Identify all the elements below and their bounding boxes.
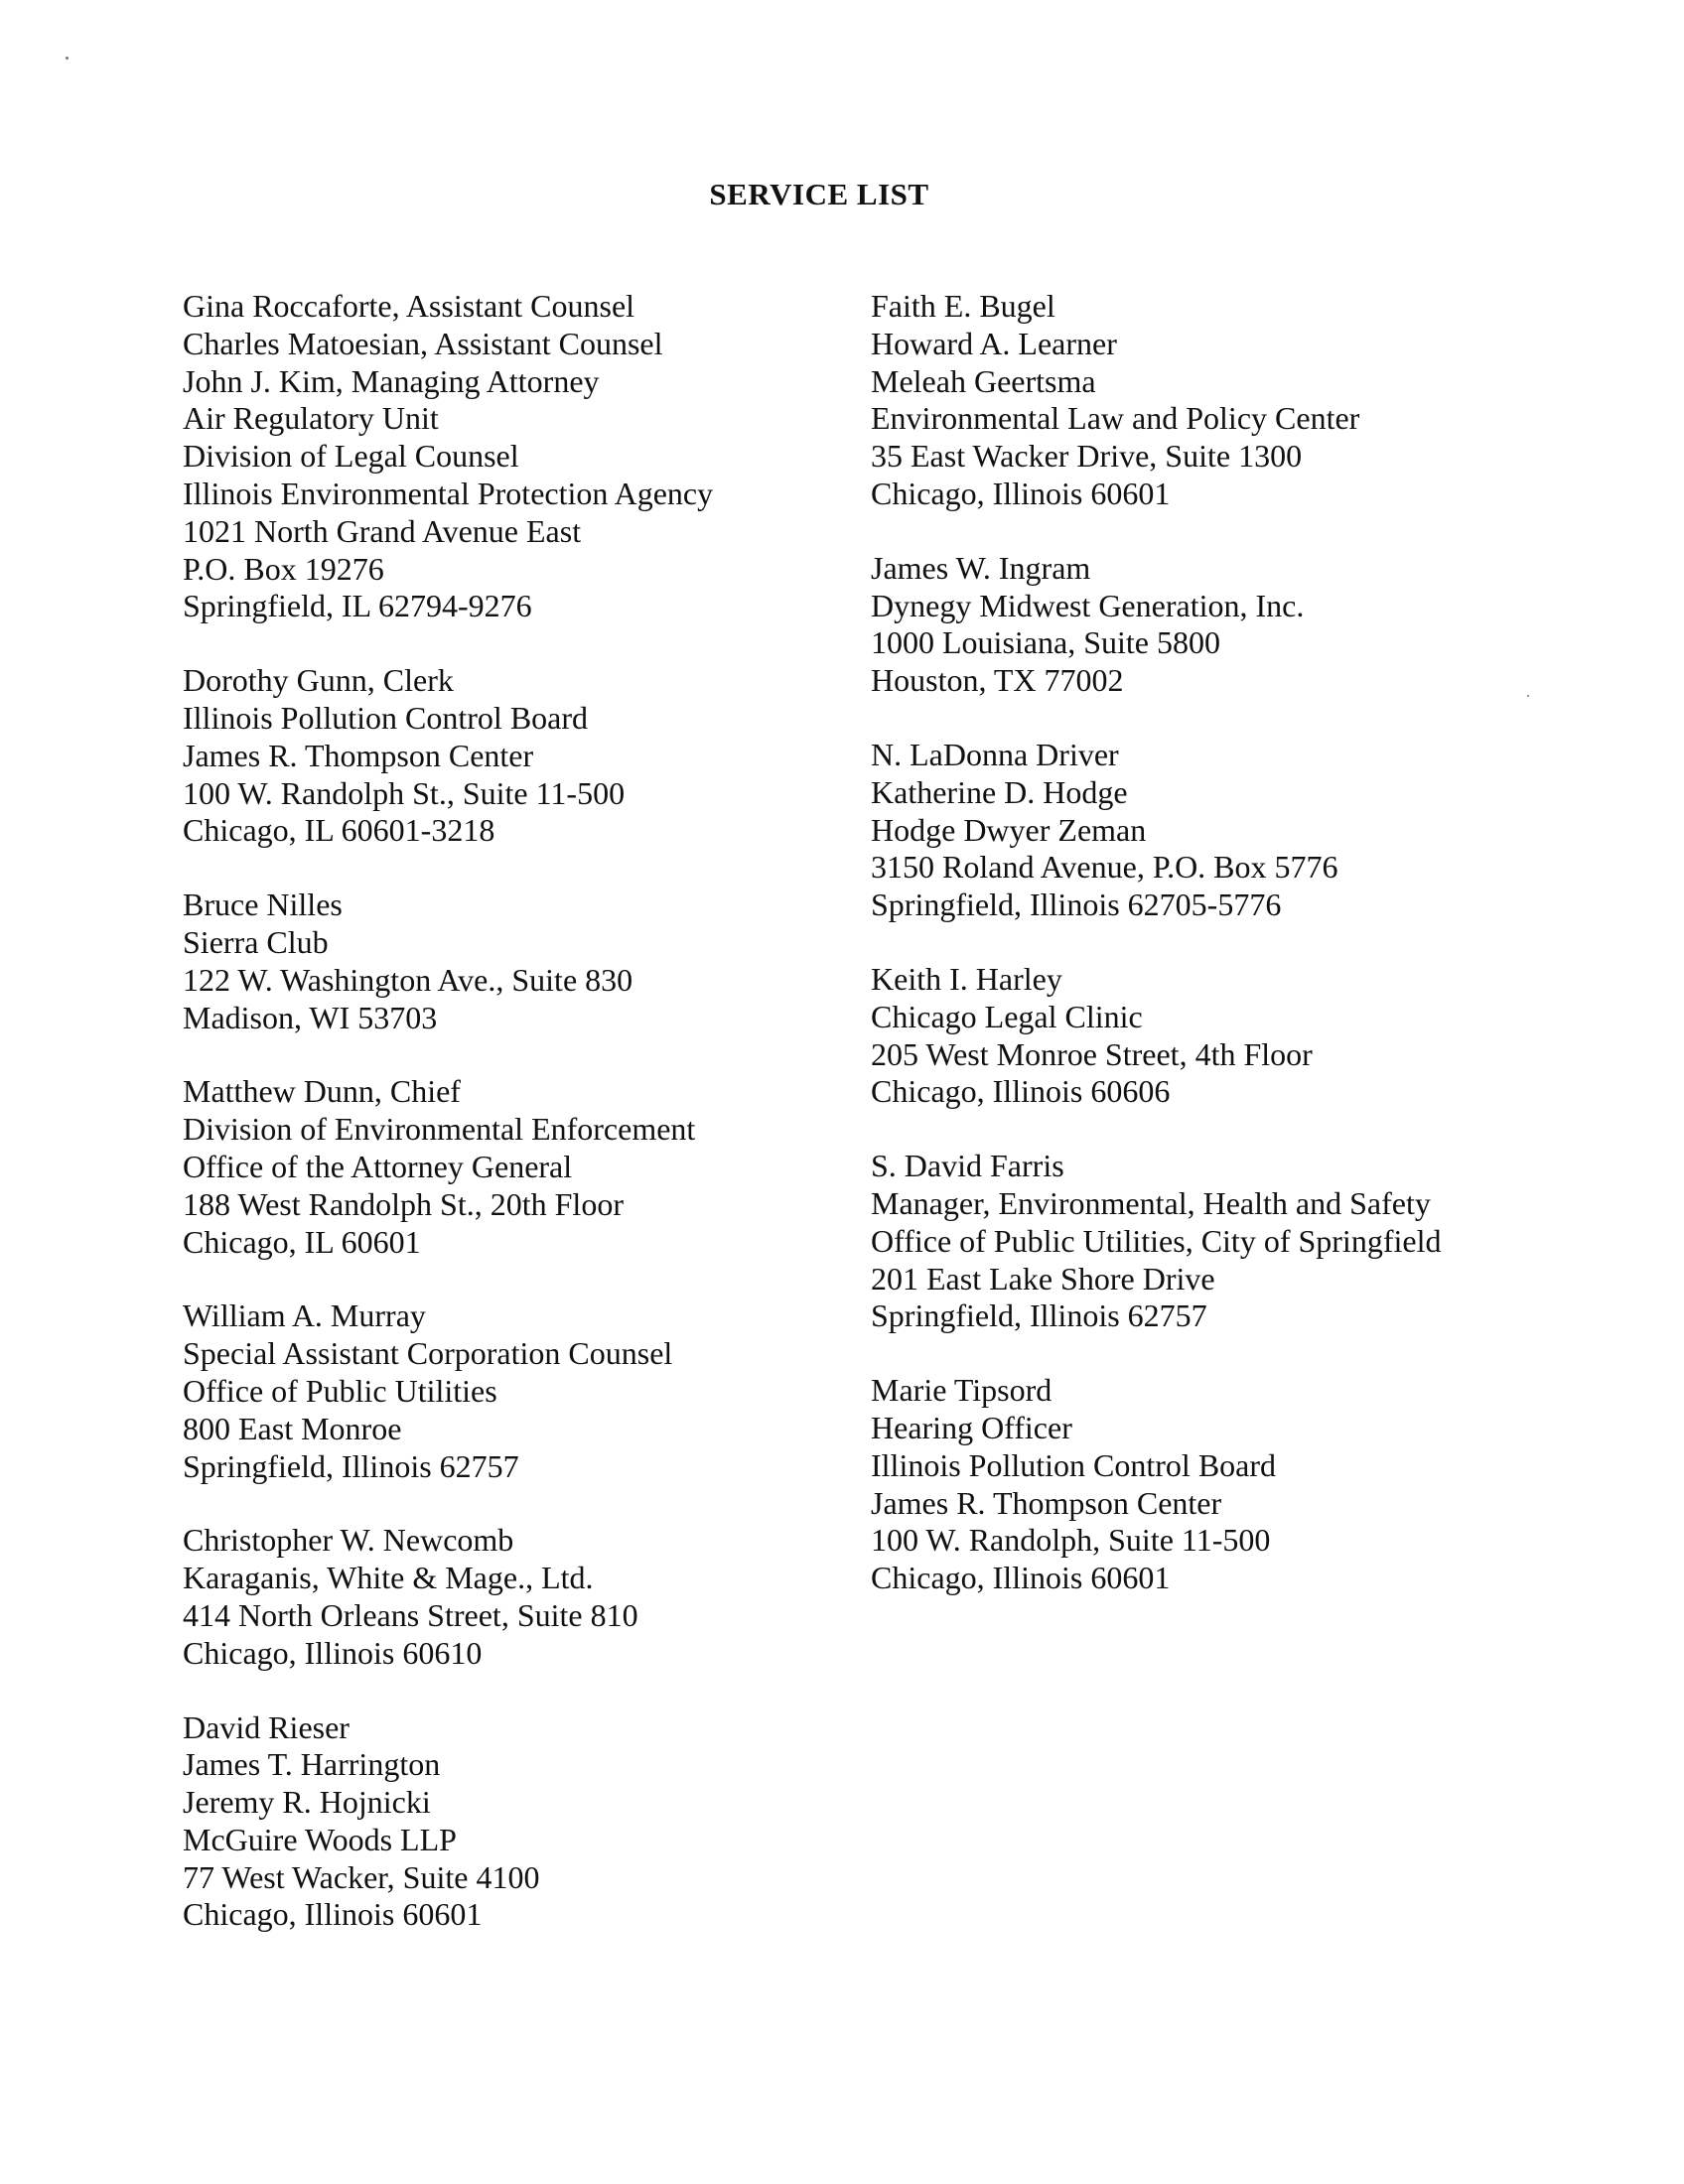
contact-line: Gina Roccaforte, Assistant Counsel	[183, 288, 635, 324]
contact-line: Springfield, Illinois 62757	[871, 1297, 1207, 1334]
contact-line: Keith I. Harley	[871, 960, 1062, 997]
contact-line: Chicago, Illinois 60601	[871, 475, 1171, 511]
contact-line: Manager, Environmental, Health and Safety	[871, 1184, 1431, 1221]
contact-block	[183, 662, 937, 850]
contact-line: 35 East Wacker Drive, Suite 1300	[871, 438, 1303, 475]
contact-line: Hodge Dwyer Zeman	[871, 811, 1147, 848]
contact-line: 122 W. Washington Ave., Suite 830	[183, 961, 633, 998]
contact-line: Karaganis, White & Mage., Ltd.	[183, 1560, 594, 1596]
contact-block	[183, 1709, 937, 1935]
contact-line: James T. Harrington	[183, 1746, 441, 1783]
contact-line: Division of Legal Counsel	[183, 438, 519, 475]
contact-block	[183, 1522, 937, 1672]
contact-line: Illinois Pollution Control Board	[871, 1446, 1277, 1483]
contact-line: John J. Kim, Managing Attorney	[183, 362, 600, 399]
contact-line: Howard A. Learner	[871, 325, 1117, 361]
contact-line: Chicago, IL 60601	[183, 1223, 421, 1260]
contact-line: 800 East Monroe	[183, 1410, 402, 1446]
contact-line: Air Regulatory Unit	[183, 400, 439, 437]
contact-line: Bruce Nilles	[183, 887, 343, 923]
contact-line: Houston, TX 77002	[871, 662, 1124, 699]
contact-block	[183, 1297, 937, 1485]
contact-block	[871, 550, 1625, 700]
contact-block	[183, 887, 937, 1036]
contact-line: Chicago, Illinois 60601	[183, 1896, 483, 1933]
contact-line: Special Assistant Corporation Counsel	[183, 1335, 673, 1372]
contact-line: Meleah Geertsma	[871, 362, 1096, 399]
contact-line: William A. Murray	[183, 1297, 426, 1334]
contact-line: Chicago, Illinois 60606	[871, 1073, 1171, 1110]
contact-block	[871, 961, 1625, 1111]
contact-line: James R. Thompson Center	[871, 1484, 1222, 1521]
contact-line: Hearing Officer	[871, 1409, 1072, 1445]
contact-line: N. LaDonna Driver	[871, 736, 1119, 772]
contact-block	[871, 737, 1625, 924]
contact-block	[871, 288, 1625, 513]
contact-line: Office of Public Utilities, City of Springfield	[871, 1222, 1442, 1259]
contact-block	[183, 288, 937, 625]
contact-line: 205 West Monroe Street, 4th Floor	[871, 1035, 1313, 1072]
contact-line: Illinois Pollution Control Board	[183, 699, 589, 736]
contact-line: Environmental Law and Policy Center	[871, 400, 1360, 437]
contact-line: Dynegy Midwest Generation, Inc.	[871, 587, 1305, 623]
contact-line: 414 North Orleans Street, Suite 810	[183, 1596, 638, 1633]
contact-line: McGuire Woods LLP	[183, 1821, 457, 1857]
contact-line: Christopher W. Newcomb	[183, 1522, 514, 1559]
contact-line: Faith E. Bugel	[871, 288, 1055, 324]
service-list-right-column	[871, 288, 1625, 1634]
service-list-left-column	[183, 288, 937, 1971]
contact-line: Sierra Club	[183, 923, 329, 960]
contact-line: Chicago, Illinois 60610	[183, 1634, 483, 1671]
contact-line: Dorothy Gunn, Clerk	[183, 662, 454, 699]
contact-line: 100 W. Randolph, Suite 11-500	[871, 1522, 1271, 1559]
contact-line: 100 W. Randolph St., Suite 11-500	[183, 774, 626, 811]
contact-line: 188 West Randolph St., 20th Floor	[183, 1185, 624, 1222]
contact-line: David Rieser	[183, 1708, 350, 1745]
contact-line: Division of Environmental Enforcement	[183, 1111, 696, 1148]
contact-line: Jeremy R. Hojnicki	[183, 1784, 431, 1821]
contact-line: Madison, WI 53703	[183, 999, 438, 1035]
contact-line: Illinois Environmental Protection Agency	[183, 475, 714, 511]
contact-line: Marie Tipsord	[871, 1372, 1052, 1409]
contact-block	[871, 1148, 1625, 1335]
contact-line: Matthew Dunn, Chief	[183, 1073, 461, 1110]
contact-block	[183, 1073, 937, 1261]
contact-line: Springfield, Illinois 62705-5776	[871, 887, 1282, 923]
contact-line: James W. Ingram	[871, 549, 1091, 586]
contact-block	[871, 1372, 1625, 1597]
contact-line: 1000 Louisiana, Suite 5800	[871, 624, 1220, 661]
contact-line: 77 West Wacker, Suite 4100	[183, 1858, 540, 1895]
contact-line: James R. Thompson Center	[183, 737, 534, 773]
contact-line: 201 East Lake Shore Drive	[871, 1260, 1215, 1297]
contact-line: Chicago Legal Clinic	[871, 998, 1143, 1034]
contact-line: Springfield, Illinois 62757	[183, 1447, 519, 1484]
contact-line: Springfield, IL 62794-9276	[183, 588, 532, 624]
page-title: SERVICE LIST	[709, 177, 929, 211]
contact-line: Chicago, Illinois 60601	[871, 1560, 1171, 1596]
contact-line: P.O. Box 19276	[183, 550, 384, 587]
contact-line: Charles Matoesian, Assistant Counsel	[183, 325, 663, 361]
contact-line: 3150 Roland Avenue, P.O. Box 5776	[871, 849, 1338, 886]
scan-speck	[66, 57, 69, 60]
contact-line: Chicago, IL 60601-3218	[183, 812, 495, 849]
contact-line: 1021 North Grand Avenue East	[183, 512, 582, 549]
contact-line: Office of the Attorney General	[183, 1148, 573, 1184]
contact-line: S. David Farris	[871, 1148, 1064, 1184]
contact-line: Katherine D. Hodge	[871, 773, 1128, 810]
contact-line: Office of Public Utilities	[183, 1372, 497, 1409]
